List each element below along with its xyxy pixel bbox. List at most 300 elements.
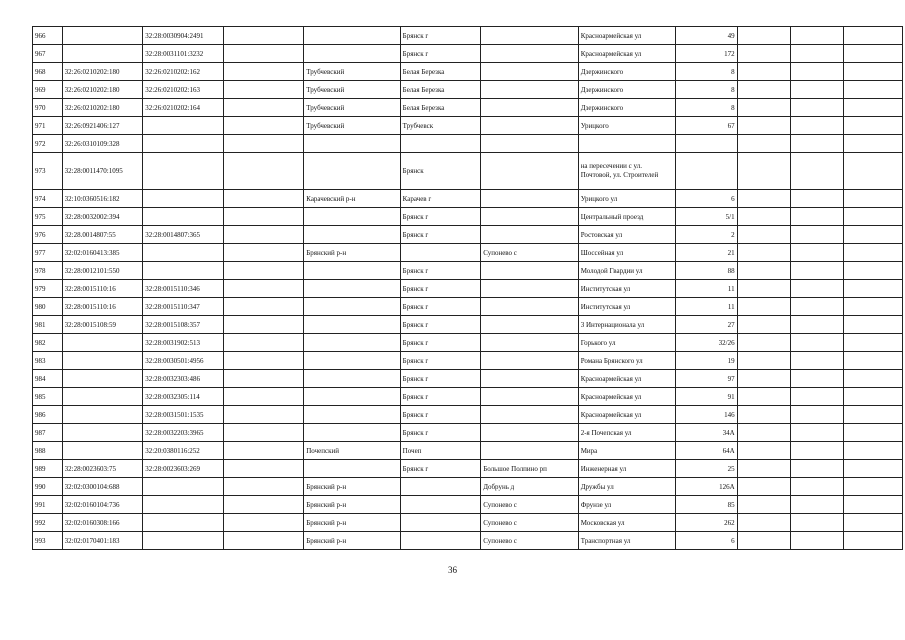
cadastral-number-parcel: 32:02:0160308:166 bbox=[62, 514, 143, 532]
cadastral-number-object: 32:28:0032203:3965 bbox=[143, 424, 224, 442]
empty-cell bbox=[737, 226, 790, 244]
settlement bbox=[481, 298, 578, 316]
district bbox=[304, 226, 400, 244]
cadastral-number-parcel: 32:10:0360516:182 bbox=[62, 190, 143, 208]
empty-cell bbox=[843, 190, 902, 208]
cadastral-number-object: 32:28:0015110:347 bbox=[143, 298, 224, 316]
city: Белая Березка bbox=[400, 81, 481, 99]
empty-cell bbox=[790, 117, 843, 135]
house-number: 6 bbox=[676, 532, 737, 550]
district bbox=[304, 334, 400, 352]
empty-cell bbox=[790, 334, 843, 352]
cadastral-number-parcel bbox=[62, 352, 143, 370]
street: Фрунзе ул bbox=[578, 496, 675, 514]
settlement bbox=[481, 208, 578, 226]
house-number: 34А bbox=[676, 424, 737, 442]
empty-cell bbox=[223, 27, 304, 45]
city: Брянск г bbox=[400, 298, 481, 316]
cadastral-number-object: 32:28:0015110:346 bbox=[143, 280, 224, 298]
empty-cell bbox=[790, 478, 843, 496]
district bbox=[304, 208, 400, 226]
cadastral-number-object bbox=[143, 496, 224, 514]
settlement bbox=[481, 117, 578, 135]
cadastral-number-object: 32:28:0023603:269 bbox=[143, 460, 224, 478]
district bbox=[304, 45, 400, 63]
row-number: 986 bbox=[33, 406, 63, 424]
settlement: Супонево с bbox=[481, 496, 578, 514]
cadastral-number-parcel: 32:28:0015110:16 bbox=[62, 298, 143, 316]
street: Инженерная ул bbox=[578, 460, 675, 478]
row-number: 967 bbox=[33, 45, 63, 63]
street: Красноармейская ул bbox=[578, 406, 675, 424]
page-number: 36 bbox=[448, 565, 457, 575]
city: Брянск г bbox=[400, 27, 481, 45]
street: Дзержинского bbox=[578, 81, 675, 99]
empty-cell bbox=[843, 226, 902, 244]
house-number: 27 bbox=[676, 316, 737, 334]
house-number: 11 bbox=[676, 298, 737, 316]
district bbox=[304, 280, 400, 298]
row-number: 966 bbox=[33, 27, 63, 45]
cadastral-number-parcel bbox=[62, 406, 143, 424]
address-register-table bbox=[32, 26, 903, 550]
empty-cell bbox=[790, 280, 843, 298]
empty-cell bbox=[843, 334, 902, 352]
city: Брянск г bbox=[400, 316, 481, 334]
district: Трубчевский bbox=[304, 81, 400, 99]
city: Брянск г bbox=[400, 334, 481, 352]
empty-cell bbox=[737, 370, 790, 388]
cadastral-number-object bbox=[143, 135, 224, 153]
street: 2-я Почепская ул bbox=[578, 424, 675, 442]
city bbox=[400, 135, 481, 153]
cadastral-number-object: 32:26:0210202:163 bbox=[143, 81, 224, 99]
table-row bbox=[33, 117, 903, 135]
empty-cell bbox=[737, 316, 790, 334]
empty-cell bbox=[843, 45, 902, 63]
empty-cell bbox=[790, 370, 843, 388]
district: Брянский р-н bbox=[304, 244, 400, 262]
street: Дружбы ул bbox=[578, 478, 675, 496]
city: Брянск г bbox=[400, 460, 481, 478]
city: Брянск г bbox=[400, 370, 481, 388]
row-number: 979 bbox=[33, 280, 63, 298]
empty-cell bbox=[737, 514, 790, 532]
empty-cell bbox=[843, 370, 902, 388]
row-number: 985 bbox=[33, 388, 63, 406]
row-number: 973 bbox=[33, 153, 63, 190]
settlement bbox=[481, 153, 578, 190]
house-number: 6 bbox=[676, 190, 737, 208]
empty-cell bbox=[737, 424, 790, 442]
table-row bbox=[33, 316, 903, 334]
house-number: 262 bbox=[676, 514, 737, 532]
district bbox=[304, 298, 400, 316]
table-row bbox=[33, 262, 903, 280]
row-number: 990 bbox=[33, 478, 63, 496]
empty-cell bbox=[790, 208, 843, 226]
settlement bbox=[481, 334, 578, 352]
empty-cell bbox=[737, 63, 790, 81]
empty-cell bbox=[223, 117, 304, 135]
empty-cell bbox=[790, 262, 843, 280]
empty-cell bbox=[737, 532, 790, 550]
table-row bbox=[33, 226, 903, 244]
table-row bbox=[33, 388, 903, 406]
city: Карачев г bbox=[400, 190, 481, 208]
settlement: Добрунь д bbox=[481, 478, 578, 496]
table-row bbox=[33, 370, 903, 388]
city: Белая Березка bbox=[400, 63, 481, 81]
empty-cell bbox=[790, 316, 843, 334]
district bbox=[304, 406, 400, 424]
empty-cell bbox=[843, 424, 902, 442]
settlement bbox=[481, 388, 578, 406]
street bbox=[578, 135, 675, 153]
cadastral-number-object: 32:28:0014807:365 bbox=[143, 226, 224, 244]
settlement: Большое Полпино рп bbox=[481, 460, 578, 478]
empty-cell bbox=[223, 388, 304, 406]
table-row bbox=[33, 208, 903, 226]
cadastral-number-parcel: 32:02:0160104:736 bbox=[62, 496, 143, 514]
empty-cell bbox=[737, 280, 790, 298]
empty-cell bbox=[843, 352, 902, 370]
row-number: 993 bbox=[33, 532, 63, 550]
district bbox=[304, 153, 400, 190]
row-number: 968 bbox=[33, 63, 63, 81]
empty-cell bbox=[843, 262, 902, 280]
row-number: 975 bbox=[33, 208, 63, 226]
street: Дзержинского bbox=[578, 99, 675, 117]
empty-cell bbox=[790, 190, 843, 208]
city: Брянск г bbox=[400, 280, 481, 298]
table-row bbox=[33, 135, 903, 153]
street: Молодой Гвардии ул bbox=[578, 262, 675, 280]
cadastral-number-object: 32:26:0210202:162 bbox=[143, 63, 224, 81]
empty-cell bbox=[790, 406, 843, 424]
empty-cell bbox=[790, 388, 843, 406]
table-row bbox=[33, 406, 903, 424]
empty-cell bbox=[843, 442, 902, 460]
row-number: 978 bbox=[33, 262, 63, 280]
empty-cell bbox=[843, 135, 902, 153]
cadastral-number-object: 32:28:0030501:4956 bbox=[143, 352, 224, 370]
cadastral-number-parcel: 32:26:0210202:180 bbox=[62, 81, 143, 99]
empty-cell bbox=[790, 226, 843, 244]
empty-cell bbox=[790, 352, 843, 370]
street: Красноармейская ул bbox=[578, 45, 675, 63]
district: Карачевский р-н bbox=[304, 190, 400, 208]
street: Московская ул bbox=[578, 514, 675, 532]
empty-cell bbox=[737, 388, 790, 406]
district: Брянский р-н bbox=[304, 496, 400, 514]
empty-cell bbox=[790, 244, 843, 262]
district: Брянский р-н bbox=[304, 478, 400, 496]
empty-cell bbox=[790, 298, 843, 316]
empty-cell bbox=[843, 316, 902, 334]
cadastral-number-parcel: 32:26:0210202:180 bbox=[62, 99, 143, 117]
row-number: 970 bbox=[33, 99, 63, 117]
empty-cell bbox=[790, 135, 843, 153]
empty-cell bbox=[790, 99, 843, 117]
house-number: 49 bbox=[676, 27, 737, 45]
settlement bbox=[481, 63, 578, 81]
empty-cell bbox=[223, 370, 304, 388]
cadastral-number-object bbox=[143, 208, 224, 226]
cadastral-number-parcel bbox=[62, 442, 143, 460]
district bbox=[304, 27, 400, 45]
cadastral-number-parcel: 32:02:0160413:385 bbox=[62, 244, 143, 262]
empty-cell bbox=[790, 63, 843, 81]
city: Брянск г bbox=[400, 208, 481, 226]
table-row bbox=[33, 514, 903, 532]
settlement bbox=[481, 280, 578, 298]
empty-cell bbox=[737, 190, 790, 208]
row-number: 981 bbox=[33, 316, 63, 334]
empty-cell bbox=[737, 406, 790, 424]
street: Дзержинского bbox=[578, 63, 675, 81]
empty-cell bbox=[737, 45, 790, 63]
cadastral-number-parcel: 32:02:0300104:688 bbox=[62, 478, 143, 496]
empty-cell bbox=[737, 208, 790, 226]
house-number: 2 bbox=[676, 226, 737, 244]
settlement: Супонево с bbox=[481, 532, 578, 550]
house-number: 64А bbox=[676, 442, 737, 460]
street: Урицкого bbox=[578, 117, 675, 135]
cadastral-number-parcel: 32:26:0310109:328 bbox=[62, 135, 143, 153]
city bbox=[400, 478, 481, 496]
empty-cell bbox=[223, 334, 304, 352]
cadastral-number-parcel: 32:26:0210202:180 bbox=[62, 63, 143, 81]
settlement bbox=[481, 27, 578, 45]
empty-cell bbox=[223, 135, 304, 153]
city: Белая Березка bbox=[400, 99, 481, 117]
settlement bbox=[481, 424, 578, 442]
city: Трубчевск bbox=[400, 117, 481, 135]
empty-cell bbox=[843, 496, 902, 514]
street: Горького ул bbox=[578, 334, 675, 352]
empty-cell bbox=[223, 352, 304, 370]
settlement bbox=[481, 190, 578, 208]
empty-cell bbox=[223, 208, 304, 226]
empty-cell bbox=[843, 117, 902, 135]
city: Брянск г bbox=[400, 262, 481, 280]
row-number: 988 bbox=[33, 442, 63, 460]
street: Транспортная ул bbox=[578, 532, 675, 550]
district bbox=[304, 388, 400, 406]
street: Ростовская ул bbox=[578, 226, 675, 244]
house-number bbox=[676, 153, 737, 190]
empty-cell bbox=[843, 478, 902, 496]
city bbox=[400, 514, 481, 532]
house-number: 67 bbox=[676, 117, 737, 135]
house-number: 11 bbox=[676, 280, 737, 298]
empty-cell bbox=[790, 442, 843, 460]
street: Красноармейская ул bbox=[578, 388, 675, 406]
house-number: 8 bbox=[676, 99, 737, 117]
empty-cell bbox=[843, 406, 902, 424]
empty-cell bbox=[790, 424, 843, 442]
row-number: 980 bbox=[33, 298, 63, 316]
house-number: 126А bbox=[676, 478, 737, 496]
city bbox=[400, 244, 481, 262]
cadastral-number-object bbox=[143, 244, 224, 262]
cadastral-number-object: 32:28:0031101:3232 bbox=[143, 45, 224, 63]
house-number: 21 bbox=[676, 244, 737, 262]
row-number: 982 bbox=[33, 334, 63, 352]
city bbox=[400, 532, 481, 550]
cadastral-number-parcel: 32:28:0015108:59 bbox=[62, 316, 143, 334]
empty-cell bbox=[737, 135, 790, 153]
settlement bbox=[481, 316, 578, 334]
street: на пересечении с ул. Почтовой, ул. Строителей bbox=[578, 153, 675, 190]
house-number: 85 bbox=[676, 496, 737, 514]
empty-cell bbox=[223, 262, 304, 280]
empty-cell bbox=[223, 514, 304, 532]
cadastral-number-parcel: 32:28:0011470:1095 bbox=[62, 153, 143, 190]
empty-cell bbox=[223, 280, 304, 298]
cadastral-number-object: 32:28:0015108:357 bbox=[143, 316, 224, 334]
street: Красноармейская ул bbox=[578, 27, 675, 45]
cadastral-number-parcel: 32:28:0015110:16 bbox=[62, 280, 143, 298]
street: Институтская ул bbox=[578, 298, 675, 316]
table-row bbox=[33, 244, 903, 262]
empty-cell bbox=[223, 298, 304, 316]
empty-cell bbox=[843, 460, 902, 478]
empty-cell bbox=[223, 532, 304, 550]
cadastral-number-parcel: 32:28:0012101:550 bbox=[62, 262, 143, 280]
house-number bbox=[676, 135, 737, 153]
empty-cell bbox=[790, 81, 843, 99]
empty-cell bbox=[223, 153, 304, 190]
empty-cell bbox=[843, 27, 902, 45]
cadastral-number-object bbox=[143, 514, 224, 532]
cadastral-number-parcel bbox=[62, 424, 143, 442]
empty-cell bbox=[843, 208, 902, 226]
table-body bbox=[33, 27, 903, 550]
row-number: 974 bbox=[33, 190, 63, 208]
empty-cell bbox=[223, 478, 304, 496]
table-row bbox=[33, 45, 903, 63]
row-number: 983 bbox=[33, 352, 63, 370]
district bbox=[304, 135, 400, 153]
cadastral-number-object bbox=[143, 117, 224, 135]
house-number: 32/26 bbox=[676, 334, 737, 352]
empty-cell bbox=[843, 514, 902, 532]
empty-cell bbox=[843, 153, 902, 190]
district: Брянский р-н bbox=[304, 514, 400, 532]
street: Романа Брянского ул bbox=[578, 352, 675, 370]
table-row bbox=[33, 532, 903, 550]
empty-cell bbox=[737, 81, 790, 99]
empty-cell bbox=[790, 27, 843, 45]
cadastral-number-object bbox=[143, 153, 224, 190]
cadastral-number-parcel bbox=[62, 334, 143, 352]
table-row bbox=[33, 153, 903, 190]
settlement bbox=[481, 45, 578, 63]
empty-cell bbox=[843, 99, 902, 117]
row-number: 992 bbox=[33, 514, 63, 532]
row-number: 987 bbox=[33, 424, 63, 442]
empty-cell bbox=[843, 298, 902, 316]
house-number: 88 bbox=[676, 262, 737, 280]
empty-cell bbox=[790, 532, 843, 550]
city: Брянск г bbox=[400, 424, 481, 442]
empty-cell bbox=[737, 334, 790, 352]
empty-cell bbox=[790, 45, 843, 63]
empty-cell bbox=[843, 63, 902, 81]
empty-cell bbox=[737, 298, 790, 316]
house-number: 8 bbox=[676, 63, 737, 81]
cadastral-number-object: 32:28:0030904:2491 bbox=[143, 27, 224, 45]
city: Брянск г bbox=[400, 406, 481, 424]
street: Центральный проезд bbox=[578, 208, 675, 226]
district bbox=[304, 316, 400, 334]
empty-cell bbox=[223, 190, 304, 208]
settlement bbox=[481, 99, 578, 117]
settlement bbox=[481, 442, 578, 460]
table-row bbox=[33, 81, 903, 99]
empty-cell bbox=[737, 262, 790, 280]
city: Брянск г bbox=[400, 352, 481, 370]
settlement bbox=[481, 406, 578, 424]
empty-cell bbox=[223, 99, 304, 117]
table-row bbox=[33, 442, 903, 460]
empty-cell bbox=[790, 153, 843, 190]
cadastral-number-parcel: 32:28.0014807:55 bbox=[62, 226, 143, 244]
city: Брянск г bbox=[400, 226, 481, 244]
empty-cell bbox=[223, 45, 304, 63]
district: Трубчевский bbox=[304, 117, 400, 135]
empty-cell bbox=[223, 244, 304, 262]
empty-cell bbox=[737, 117, 790, 135]
empty-cell bbox=[843, 244, 902, 262]
row-number: 989 bbox=[33, 460, 63, 478]
district: Почепский bbox=[304, 442, 400, 460]
district: Трубчевский bbox=[304, 63, 400, 81]
table-row bbox=[33, 280, 903, 298]
table-row bbox=[33, 334, 903, 352]
settlement bbox=[481, 352, 578, 370]
house-number: 19 bbox=[676, 352, 737, 370]
cadastral-number-parcel: 32:26:0921406:127 bbox=[62, 117, 143, 135]
settlement bbox=[481, 226, 578, 244]
empty-cell bbox=[223, 424, 304, 442]
street: 3 Интернационала ул bbox=[578, 316, 675, 334]
empty-cell bbox=[223, 496, 304, 514]
empty-cell bbox=[737, 27, 790, 45]
table-row bbox=[33, 190, 903, 208]
city: Брянск bbox=[400, 153, 481, 190]
table-row bbox=[33, 27, 903, 45]
row-number: 971 bbox=[33, 117, 63, 135]
empty-cell bbox=[737, 460, 790, 478]
cadastral-number-parcel bbox=[62, 45, 143, 63]
street: Мира bbox=[578, 442, 675, 460]
cadastral-number-object bbox=[143, 190, 224, 208]
empty-cell bbox=[843, 388, 902, 406]
street: Шоссейная ул bbox=[578, 244, 675, 262]
district bbox=[304, 370, 400, 388]
empty-cell bbox=[737, 442, 790, 460]
empty-cell bbox=[843, 532, 902, 550]
house-number: 25 bbox=[676, 460, 737, 478]
row-number: 972 bbox=[33, 135, 63, 153]
settlement: Супонево с bbox=[481, 244, 578, 262]
table-row bbox=[33, 478, 903, 496]
row-number: 977 bbox=[33, 244, 63, 262]
settlement bbox=[481, 81, 578, 99]
